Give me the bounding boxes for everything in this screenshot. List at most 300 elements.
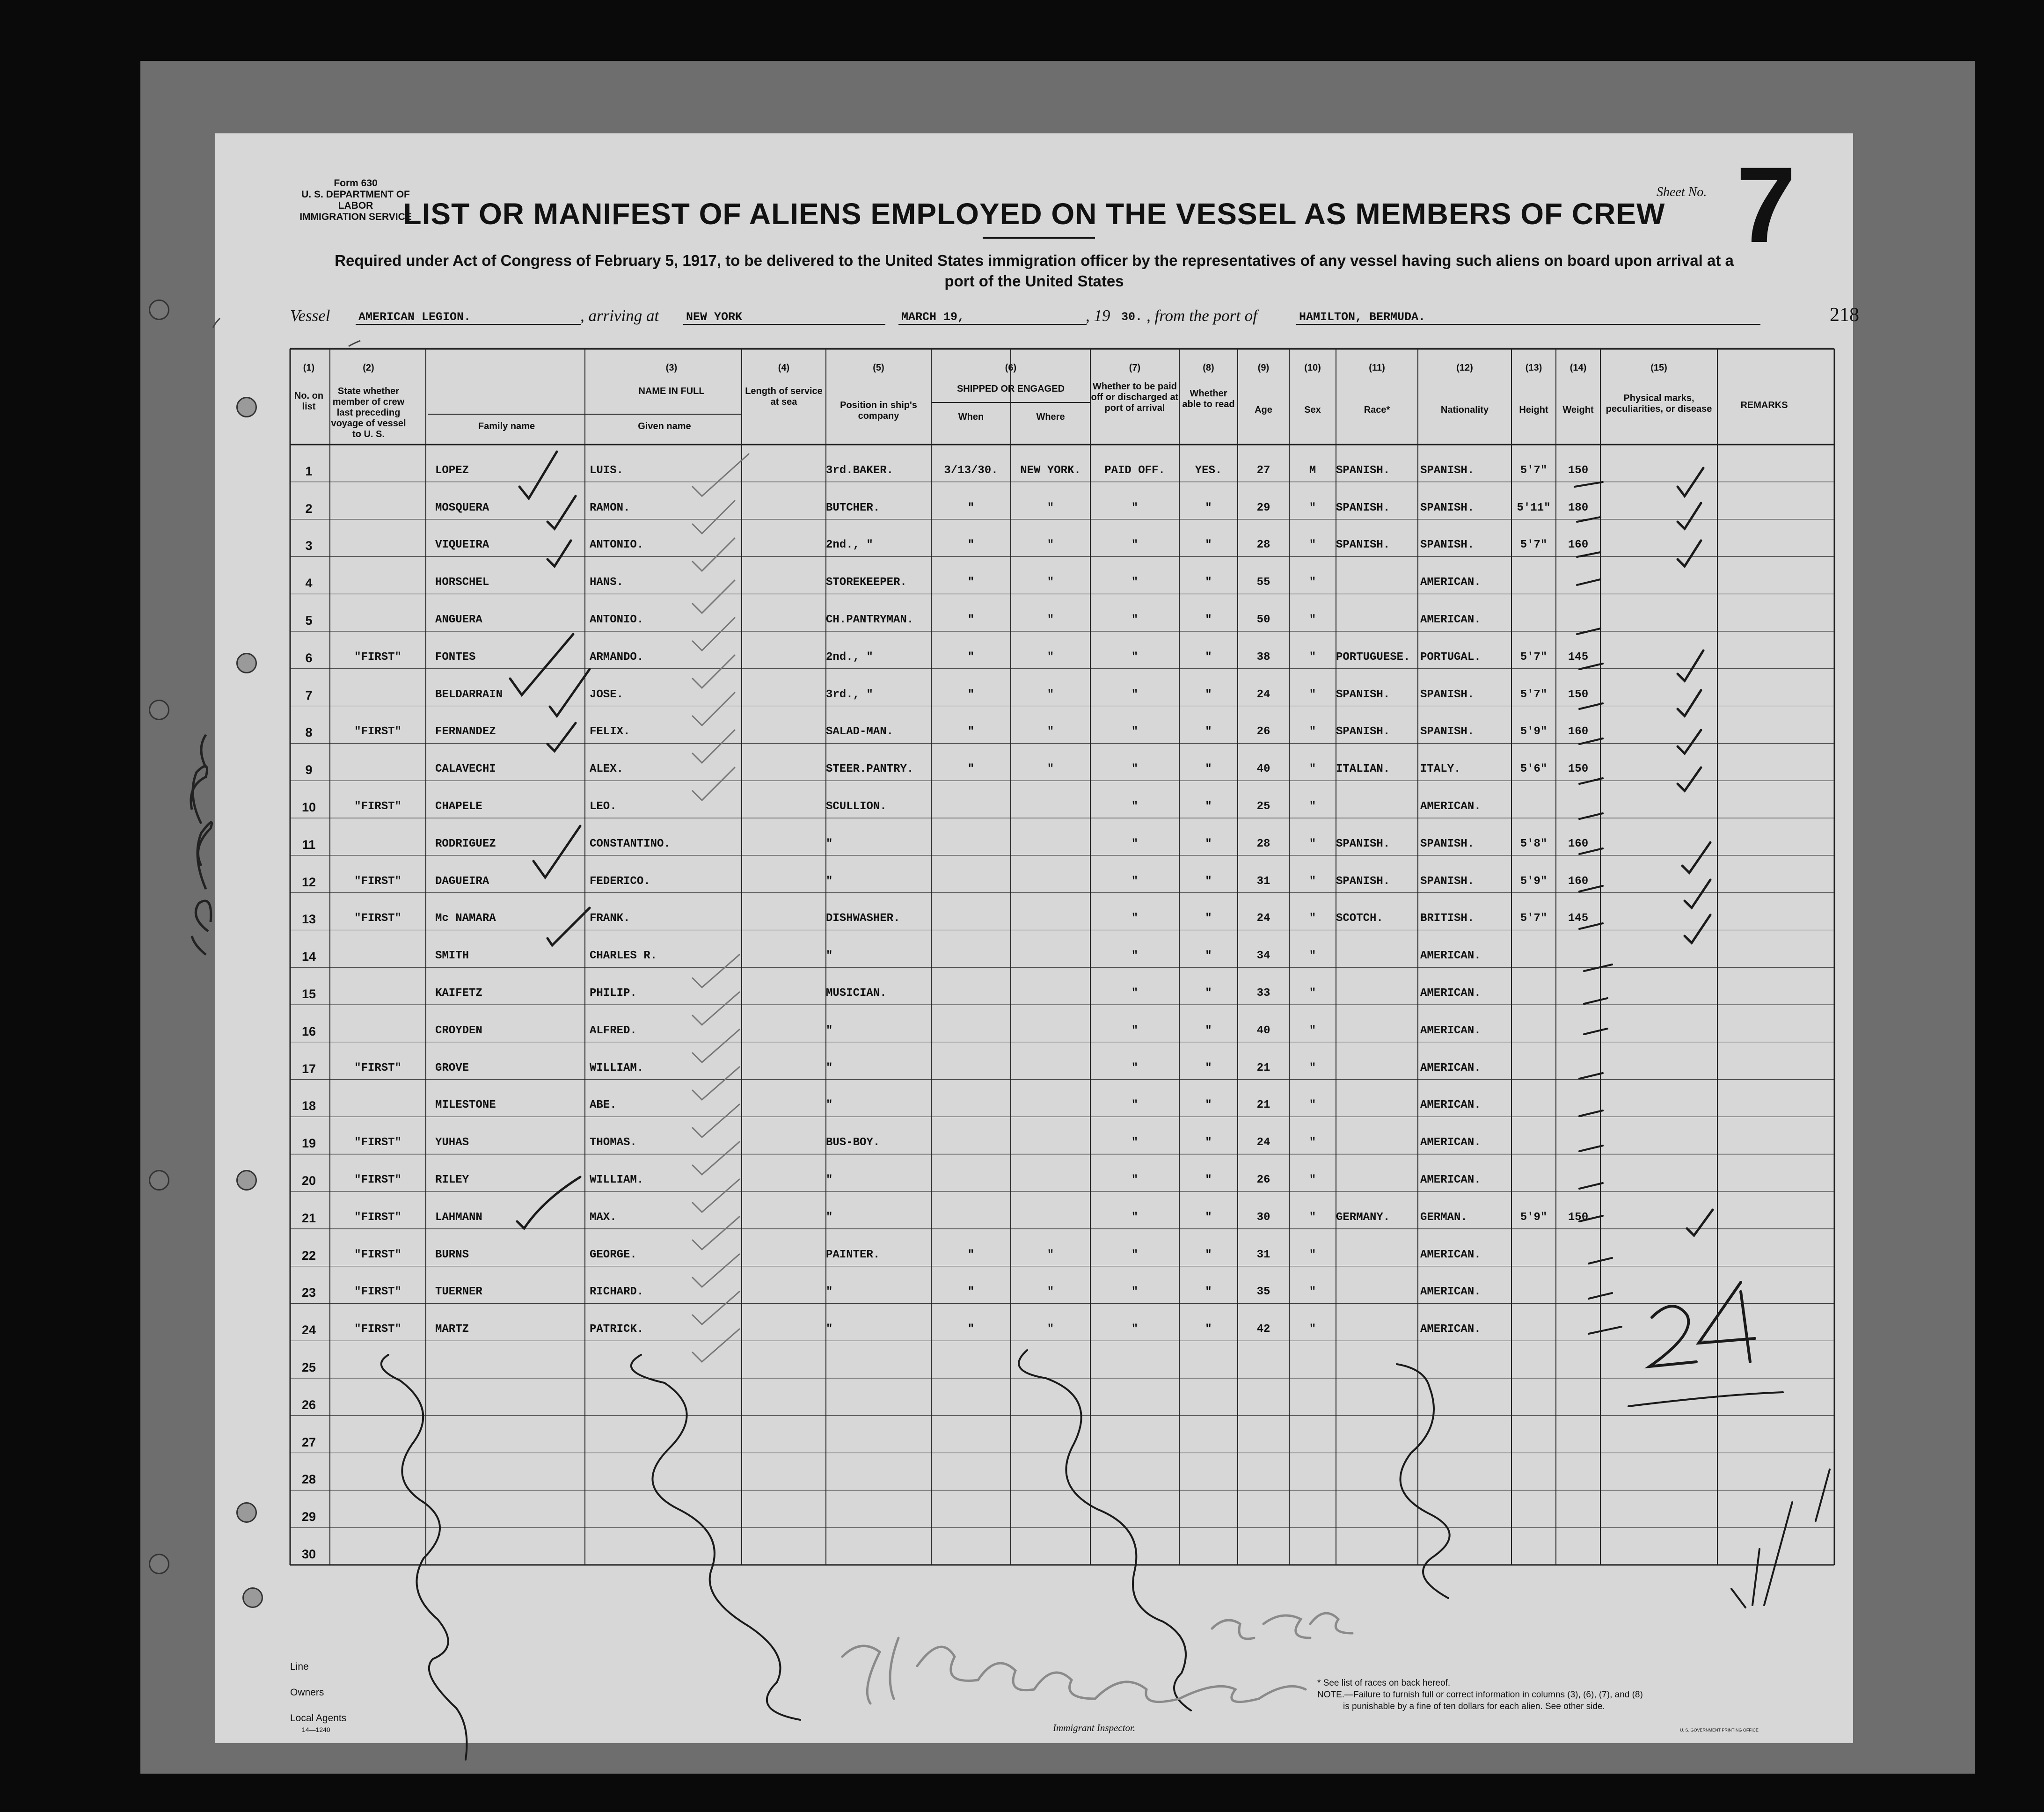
sex: " bbox=[1309, 763, 1316, 776]
paid-off: " bbox=[1131, 1136, 1139, 1149]
age: 24 bbox=[1256, 688, 1270, 701]
check-mark bbox=[548, 723, 576, 751]
check-mark bbox=[510, 634, 573, 695]
col11-header: Race* bbox=[1364, 405, 1390, 415]
height: 5'7" bbox=[1520, 912, 1548, 925]
check-mark bbox=[550, 669, 590, 716]
row-number: 29 bbox=[301, 1510, 316, 1524]
given-name: LEO. bbox=[590, 800, 617, 813]
departure-port: HAMILTON, BERMUDA. bbox=[1296, 310, 1760, 325]
row-number: 18 bbox=[301, 1099, 316, 1113]
sex: " bbox=[1309, 1136, 1316, 1149]
family-name: GROVE bbox=[435, 1061, 469, 1074]
col9-number: (9) bbox=[1257, 363, 1270, 373]
dash-mark bbox=[1589, 1293, 1612, 1299]
col11-number: (11) bbox=[1369, 363, 1385, 373]
position: BUTCHER. bbox=[826, 501, 880, 514]
col14-header: Weight bbox=[1562, 405, 1594, 415]
shipped-when: 3/13/30. bbox=[944, 464, 998, 477]
previous-voyage: "FIRST" bbox=[354, 1248, 402, 1261]
nationality: AMERICAN. bbox=[1420, 1024, 1481, 1037]
given-name: GEORGE. bbox=[590, 1248, 637, 1261]
family-name: TUERNER bbox=[435, 1286, 482, 1299]
sex: " bbox=[1309, 1323, 1316, 1336]
race: SPANISH. bbox=[1336, 725, 1390, 738]
check-mark bbox=[693, 1292, 739, 1324]
slash-mark bbox=[1731, 1469, 1830, 1607]
race: SCOTCH. bbox=[1336, 912, 1383, 925]
age: 40 bbox=[1256, 763, 1270, 776]
dash-mark bbox=[1579, 1146, 1603, 1151]
age: 21 bbox=[1256, 1099, 1270, 1112]
dash-mark bbox=[1577, 517, 1600, 522]
shipped-where: " bbox=[1047, 1286, 1054, 1299]
row-number: 25 bbox=[301, 1360, 316, 1374]
race: GERMANY. bbox=[1336, 1211, 1390, 1224]
inspector-label: Immigrant Inspector. bbox=[1053, 1722, 1136, 1733]
col6-number: (6) bbox=[1005, 363, 1017, 373]
able-to-read: " bbox=[1205, 1323, 1212, 1336]
paid-off: " bbox=[1131, 912, 1139, 925]
col4-header: Length of service at sea bbox=[745, 386, 823, 407]
position: " bbox=[826, 875, 833, 888]
nationality: AMERICAN. bbox=[1420, 950, 1481, 963]
sex: " bbox=[1309, 987, 1316, 1000]
form-number: Form 630 bbox=[334, 178, 378, 189]
dash-mark bbox=[1579, 778, 1603, 784]
shipped-where: " bbox=[1047, 650, 1054, 664]
shipped-where: " bbox=[1047, 501, 1054, 514]
given-name: ALFRED. bbox=[590, 1024, 637, 1037]
able-to-read: " bbox=[1205, 501, 1212, 514]
paid-off: " bbox=[1131, 875, 1139, 888]
row-number: 28 bbox=[301, 1472, 316, 1487]
col3-family: Family name bbox=[478, 421, 535, 431]
family-name: CALAVECHI bbox=[435, 763, 496, 776]
able-to-read: " bbox=[1205, 539, 1212, 552]
race: ITALIAN. bbox=[1336, 763, 1390, 776]
age: 24 bbox=[1256, 912, 1270, 925]
given-name: PHILIP. bbox=[590, 987, 637, 1000]
position: " bbox=[826, 950, 833, 963]
nationality: AMERICAN. bbox=[1420, 614, 1481, 626]
given-name: WILLIAM. bbox=[590, 1174, 644, 1186]
check-mark bbox=[533, 826, 580, 877]
form-code: 14—1240 bbox=[302, 1726, 330, 1733]
race: PORTUGUESE. bbox=[1336, 650, 1410, 664]
sheet-number: 7 bbox=[1736, 145, 1796, 265]
dash-mark bbox=[1577, 552, 1600, 557]
col5-number: (5) bbox=[873, 363, 884, 373]
wavy-line bbox=[631, 1355, 800, 1720]
check-mark bbox=[693, 1179, 739, 1212]
age: 21 bbox=[1256, 1061, 1270, 1074]
paid-off: " bbox=[1131, 1174, 1139, 1186]
dash-mark bbox=[1589, 1327, 1621, 1334]
dash-mark bbox=[1584, 1029, 1607, 1034]
row-number: 15 bbox=[301, 987, 316, 1001]
nationality: SPANISH. bbox=[1420, 837, 1475, 850]
able-to-read: " bbox=[1205, 875, 1212, 888]
check-mark bbox=[693, 992, 739, 1025]
row-number: 17 bbox=[301, 1061, 316, 1076]
shipped-where: " bbox=[1047, 1323, 1054, 1336]
given-name: ANTONIO. bbox=[590, 539, 644, 552]
paid-off: " bbox=[1131, 1099, 1139, 1112]
weight: 145 bbox=[1568, 912, 1589, 925]
family-name: CHAPELE bbox=[435, 800, 482, 813]
shipped-when: " bbox=[967, 1323, 975, 1336]
position: 3rd.BAKER. bbox=[826, 464, 894, 477]
family-name: LAHMANN bbox=[435, 1211, 482, 1224]
age: 29 bbox=[1256, 501, 1270, 514]
given-name: FRANK. bbox=[590, 912, 630, 925]
family-name: MILESTONE bbox=[435, 1099, 496, 1112]
shipped-where: " bbox=[1047, 1248, 1054, 1261]
position: BUS-BOY. bbox=[826, 1136, 880, 1149]
check-mark bbox=[693, 1030, 739, 1062]
check-mark bbox=[1678, 690, 1701, 716]
arrival-port: NEW YORK bbox=[683, 310, 885, 325]
row-number: 20 bbox=[301, 1174, 316, 1188]
position: STEER.PANTRY. bbox=[826, 763, 914, 776]
shipped-where: " bbox=[1047, 688, 1054, 701]
wavy-line bbox=[1397, 1364, 1450, 1598]
dash-mark bbox=[1579, 813, 1603, 819]
col6-where: Where bbox=[1036, 412, 1065, 422]
able-to-read: " bbox=[1205, 688, 1212, 701]
age: 35 bbox=[1256, 1286, 1270, 1299]
height: 5'11" bbox=[1517, 501, 1551, 514]
row-number: 14 bbox=[301, 950, 316, 964]
slash-mark bbox=[1752, 1502, 1792, 1605]
paid-off: " bbox=[1131, 950, 1139, 963]
height: 5'6" bbox=[1520, 763, 1548, 776]
nationality: AMERICAN. bbox=[1420, 1286, 1481, 1299]
nationality: AMERICAN. bbox=[1420, 1061, 1481, 1074]
family-name: MOSQUERA bbox=[435, 501, 489, 514]
family-name: HORSCHEL bbox=[435, 576, 489, 589]
height: 5'9" bbox=[1520, 1211, 1548, 1224]
age: 25 bbox=[1256, 800, 1270, 813]
able-to-read: " bbox=[1205, 950, 1212, 963]
sex: " bbox=[1309, 539, 1316, 552]
height: 5'7" bbox=[1520, 464, 1548, 477]
sex: " bbox=[1309, 800, 1316, 813]
dash-mark bbox=[1579, 1111, 1603, 1116]
previous-voyage: "FIRST" bbox=[354, 800, 402, 813]
able-to-read: " bbox=[1205, 800, 1212, 813]
col9-header: Age bbox=[1255, 405, 1272, 415]
given-name: RICHARD. bbox=[590, 1286, 644, 1299]
age: 27 bbox=[1256, 464, 1270, 477]
row-number: 27 bbox=[301, 1435, 316, 1449]
subtitle-line-1: Required under Act of Congress of February 5, 1917, to be delivered to the United States immigration officer by the representatives of any vessel having such aliens on board upon arrival at a bbox=[335, 252, 1734, 269]
paid-off: " bbox=[1131, 1211, 1139, 1224]
nationality: AMERICAN. bbox=[1420, 1323, 1481, 1336]
sex: " bbox=[1309, 614, 1316, 626]
weight: 145 bbox=[1568, 650, 1589, 664]
check-mark bbox=[548, 496, 576, 529]
family-name: LOPEZ bbox=[435, 464, 469, 477]
department: U. S. DEPARTMENT OF LABOR bbox=[301, 189, 410, 211]
sex: " bbox=[1309, 501, 1316, 514]
col2-header: State whether member of crew last preceding voyage of vessel to U. S. bbox=[331, 386, 406, 439]
sex: " bbox=[1309, 1248, 1316, 1261]
col3-given: Given name bbox=[638, 421, 691, 431]
col7-number: (7) bbox=[1129, 363, 1141, 373]
row-number: 11 bbox=[302, 837, 316, 852]
dash-mark bbox=[1579, 848, 1603, 854]
vessel-label: Vessel bbox=[290, 307, 330, 325]
weight: 150 bbox=[1568, 1211, 1589, 1224]
check-mark bbox=[693, 693, 735, 725]
check-mark bbox=[693, 955, 739, 987]
height: 5'9" bbox=[1520, 875, 1548, 888]
position: " bbox=[826, 1024, 833, 1037]
shipped-when: " bbox=[967, 539, 975, 552]
able-to-read: " bbox=[1205, 1286, 1212, 1299]
family-name: MARTZ bbox=[435, 1323, 469, 1336]
height: 5'8" bbox=[1520, 837, 1548, 850]
shipped-when: " bbox=[967, 576, 975, 589]
row-number: 26 bbox=[301, 1397, 316, 1412]
sex: " bbox=[1309, 1174, 1316, 1186]
position: " bbox=[826, 1099, 833, 1112]
family-name: YUHAS bbox=[435, 1136, 469, 1149]
dash-mark bbox=[1584, 998, 1607, 1004]
check-mark bbox=[693, 1067, 739, 1100]
row-number: 10 bbox=[301, 800, 316, 814]
nationality: AMERICAN. bbox=[1420, 800, 1481, 813]
given-name: CONSTANTINO. bbox=[590, 837, 671, 850]
position: CH.PANTRYMAN. bbox=[826, 614, 914, 626]
previous-voyage: "FIRST" bbox=[354, 912, 402, 925]
check-mark bbox=[693, 538, 735, 571]
race: SPANISH. bbox=[1336, 688, 1390, 701]
nationality: SPANISH. bbox=[1420, 688, 1475, 701]
row-number: 4 bbox=[305, 576, 313, 591]
family-name: BURNS bbox=[435, 1248, 469, 1261]
age: 50 bbox=[1256, 614, 1270, 626]
paid-off: " bbox=[1131, 837, 1139, 850]
position: STOREKEEPER. bbox=[826, 576, 907, 589]
col12-header: Nationality bbox=[1440, 405, 1489, 415]
nationality: SPANISH. bbox=[1420, 725, 1475, 738]
weight: 160 bbox=[1568, 725, 1589, 738]
race: SPANISH. bbox=[1336, 464, 1390, 477]
check-mark bbox=[693, 1329, 739, 1362]
paid-off: " bbox=[1131, 800, 1139, 813]
age: 28 bbox=[1256, 539, 1270, 552]
shipped-when: " bbox=[967, 1248, 975, 1261]
page-title: LIST OR MANIFEST OF ALIENS EMPLOYED ON THE VESSEL AS MEMBERS OF CREW bbox=[403, 197, 1665, 231]
dash-mark bbox=[1579, 1073, 1603, 1079]
sex: " bbox=[1309, 950, 1316, 963]
check-mark bbox=[548, 541, 571, 566]
height: 5'9" bbox=[1520, 725, 1548, 738]
col6-header: SHIPPED OR ENGAGED bbox=[956, 384, 1065, 394]
row-number: 3 bbox=[305, 539, 313, 553]
nationality: PORTUGAL. bbox=[1420, 650, 1481, 664]
paid-off: " bbox=[1131, 501, 1139, 514]
check-mark bbox=[1678, 767, 1701, 791]
sex: " bbox=[1309, 725, 1316, 738]
row-number: 24 bbox=[301, 1323, 316, 1337]
col3-number: (3) bbox=[665, 363, 678, 373]
shipped-when: " bbox=[967, 1286, 975, 1299]
position: " bbox=[826, 1174, 833, 1186]
check-mark bbox=[1685, 880, 1710, 908]
position: 3rd., " bbox=[826, 688, 873, 701]
owners-label: Owners bbox=[290, 1687, 324, 1698]
nationality: AMERICAN. bbox=[1420, 1136, 1481, 1149]
paid-off: " bbox=[1131, 1024, 1139, 1037]
sex: " bbox=[1309, 688, 1316, 701]
row-number: 1 bbox=[305, 464, 313, 478]
printer-credit: U. S. GOVERNMENT PRINTING OFFICE bbox=[1680, 1728, 1759, 1732]
col6-when: When bbox=[958, 412, 984, 422]
previous-voyage: "FIRST" bbox=[354, 875, 402, 888]
able-to-read: " bbox=[1205, 912, 1212, 925]
able-to-read: " bbox=[1205, 1099, 1212, 1112]
check-mark bbox=[693, 1254, 739, 1287]
given-name: HANS. bbox=[590, 576, 624, 589]
family-name: KAIFETZ bbox=[435, 987, 482, 1000]
age: 28 bbox=[1256, 837, 1270, 850]
count-underline bbox=[1628, 1392, 1783, 1406]
given-name: FEDERICO. bbox=[590, 875, 650, 888]
line-label: Line bbox=[290, 1661, 309, 1672]
dash-mark bbox=[1579, 703, 1603, 709]
able-to-read: " bbox=[1205, 763, 1212, 776]
race: SPANISH. bbox=[1336, 837, 1390, 850]
family-name: DAGUEIRA bbox=[435, 875, 489, 888]
position: " bbox=[826, 1323, 833, 1336]
family-name: VIQUEIRA bbox=[435, 539, 489, 552]
inspector-signature bbox=[842, 1613, 1352, 1703]
shipped-when: " bbox=[967, 763, 975, 776]
height: 5'7" bbox=[1520, 650, 1548, 664]
age: 40 bbox=[1256, 1024, 1270, 1037]
dash-mark bbox=[213, 318, 360, 346]
position: " bbox=[826, 1211, 833, 1224]
col1-number: (1) bbox=[303, 363, 315, 373]
able-to-read: " bbox=[1205, 1136, 1212, 1149]
family-name: SMITH bbox=[435, 950, 469, 963]
shipped-when: " bbox=[967, 501, 975, 514]
check-mark bbox=[693, 1217, 739, 1249]
col13-number: (13) bbox=[1525, 363, 1542, 373]
row-number: 7 bbox=[305, 688, 313, 702]
year-prefix: , 19 bbox=[1086, 307, 1110, 325]
footnote-3: is punishable by a fine of ten dollars for each alien. See other side. bbox=[1343, 1702, 1605, 1711]
paid-off: " bbox=[1131, 987, 1139, 1000]
sex: M bbox=[1309, 464, 1316, 477]
nationality: GERMAN. bbox=[1420, 1211, 1467, 1224]
dash-mark bbox=[1575, 482, 1603, 487]
able-to-read: " bbox=[1205, 1024, 1212, 1037]
nationality: SPANISH. bbox=[1420, 501, 1475, 514]
count-24-figure bbox=[1650, 1282, 1755, 1366]
paid-off: " bbox=[1131, 1248, 1139, 1261]
paid-off: " bbox=[1131, 1323, 1139, 1336]
check-mark bbox=[519, 452, 557, 498]
shipped-where: " bbox=[1047, 539, 1054, 552]
previous-voyage: "FIRST" bbox=[354, 1286, 402, 1299]
service: IMMIGRATION SERVICE bbox=[299, 212, 412, 222]
family-name: BELDARRAIN bbox=[435, 688, 503, 701]
position: 2nd., " bbox=[826, 539, 873, 552]
given-name: JOSE. bbox=[590, 688, 624, 701]
check-mark bbox=[1687, 1210, 1713, 1235]
col3-header: NAME IN FULL bbox=[638, 386, 705, 396]
weight: 160 bbox=[1568, 875, 1589, 888]
nationality: AMERICAN. bbox=[1420, 1174, 1481, 1186]
paid-off: " bbox=[1131, 539, 1139, 552]
shipped-when: " bbox=[967, 614, 975, 626]
height: 5'7" bbox=[1520, 539, 1548, 552]
family-name: ANGUERA bbox=[435, 614, 482, 626]
given-name: ARMANDO. bbox=[590, 650, 644, 664]
position: SALAD-MAN. bbox=[826, 725, 894, 738]
check-mark bbox=[693, 1142, 739, 1175]
dash-mark bbox=[1579, 664, 1603, 669]
shipped-where: NEW YORK. bbox=[1020, 464, 1081, 477]
position: 2nd., " bbox=[826, 650, 873, 664]
position: " bbox=[826, 837, 833, 850]
age: 31 bbox=[1256, 875, 1270, 888]
dash-mark bbox=[1579, 1183, 1603, 1189]
sex: " bbox=[1309, 1286, 1316, 1299]
check-mark bbox=[693, 767, 735, 800]
row-number: 30 bbox=[301, 1547, 316, 1561]
sex: " bbox=[1309, 650, 1316, 664]
check-mark bbox=[693, 618, 735, 650]
able-to-read: " bbox=[1205, 1174, 1212, 1186]
nationality: BRITISH. bbox=[1420, 912, 1475, 925]
able-to-read: " bbox=[1205, 1061, 1212, 1074]
previous-voyage: "FIRST" bbox=[354, 1211, 402, 1224]
col12-number: (12) bbox=[1456, 363, 1473, 373]
weight: 160 bbox=[1568, 837, 1589, 850]
col2-number: (2) bbox=[363, 363, 374, 373]
sex: " bbox=[1309, 1024, 1316, 1037]
check-mark bbox=[1678, 650, 1703, 681]
previous-voyage: "FIRST" bbox=[354, 725, 402, 738]
paid-off: " bbox=[1131, 650, 1139, 664]
position: MUSICIAN. bbox=[826, 987, 887, 1000]
row-number: 5 bbox=[305, 614, 313, 628]
vessel-name: AMERICAN LEGION. bbox=[356, 310, 581, 325]
nationality: AMERICAN. bbox=[1420, 987, 1481, 1000]
given-name: MAX. bbox=[590, 1211, 617, 1224]
sex: " bbox=[1309, 1061, 1316, 1074]
race: SPANISH. bbox=[1336, 501, 1390, 514]
position: SCULLION. bbox=[826, 800, 887, 813]
check-mark bbox=[1682, 842, 1710, 873]
check-mark bbox=[1678, 541, 1701, 566]
remarks-header: REMARKS bbox=[1740, 400, 1788, 410]
row-number: 8 bbox=[305, 725, 313, 740]
given-name: THOMAS. bbox=[590, 1136, 637, 1149]
col7-header: Whether to be paid off or discharged at port of arrival bbox=[1091, 381, 1179, 413]
sex: " bbox=[1309, 1099, 1316, 1112]
row-number: 2 bbox=[305, 501, 313, 516]
check-mark bbox=[548, 908, 590, 945]
age: 26 bbox=[1256, 1174, 1270, 1186]
nationality: SPANISH. bbox=[1420, 539, 1475, 552]
